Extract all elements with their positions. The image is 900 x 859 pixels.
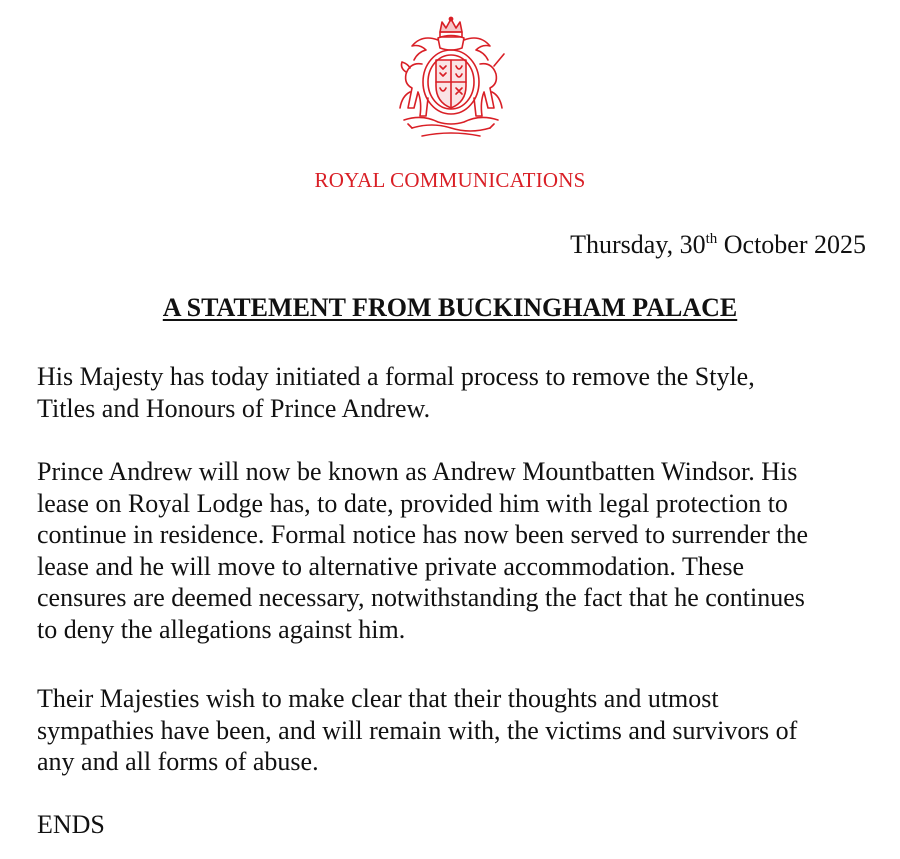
paragraph-line: Titles and Honours of Prince Andrew. bbox=[37, 393, 431, 423]
paragraph-1 bbox=[37, 361, 877, 424]
paragraph-line: any and all forms of abuse. bbox=[37, 747, 319, 776]
paragraph-2 bbox=[37, 456, 877, 645]
paragraph-line: censures are deemed necessary, notwithstanding the fact that he continues bbox=[37, 583, 805, 612]
paragraph-line: His Majesty has today initiated a formal process to remove the Style, bbox=[37, 362, 755, 391]
date-day-suffix: th bbox=[705, 231, 718, 247]
paragraph-line: sympathies have been, and will remain with, the victims and survivors of bbox=[37, 715, 798, 745]
statement-headline: A STATEMENT FROM BUCKINGHAM PALACE bbox=[162, 293, 738, 322]
paragraph-3 bbox=[37, 683, 877, 778]
department-name: ROYAL COMMUNICATIONS bbox=[314, 168, 586, 192]
statement-date bbox=[570, 230, 866, 260]
ends-marker: ENDS bbox=[37, 810, 105, 839]
paragraph-line: lease on Royal Lodge has, to date, provided him with legal protection to bbox=[37, 488, 788, 518]
paragraph-line: lease and he will move to alternative private accommodation. These bbox=[37, 551, 745, 581]
paragraph-line: Prince Andrew will now be known as Andrew Mountbatten Windsor. His bbox=[37, 457, 798, 486]
paragraph-line: Their Majesties wish to make clear that their thoughts and utmost bbox=[37, 684, 719, 713]
paragraph-line: continue in residence. Formal notice has now been served to surrender the bbox=[37, 520, 809, 549]
date-month-year: October 2025 bbox=[723, 230, 866, 259]
date-weekday-day: Thursday, 30 bbox=[570, 230, 706, 259]
royal-coat-of-arms-icon bbox=[382, 16, 520, 140]
paragraph-line: to deny the allegations against him. bbox=[37, 614, 406, 644]
